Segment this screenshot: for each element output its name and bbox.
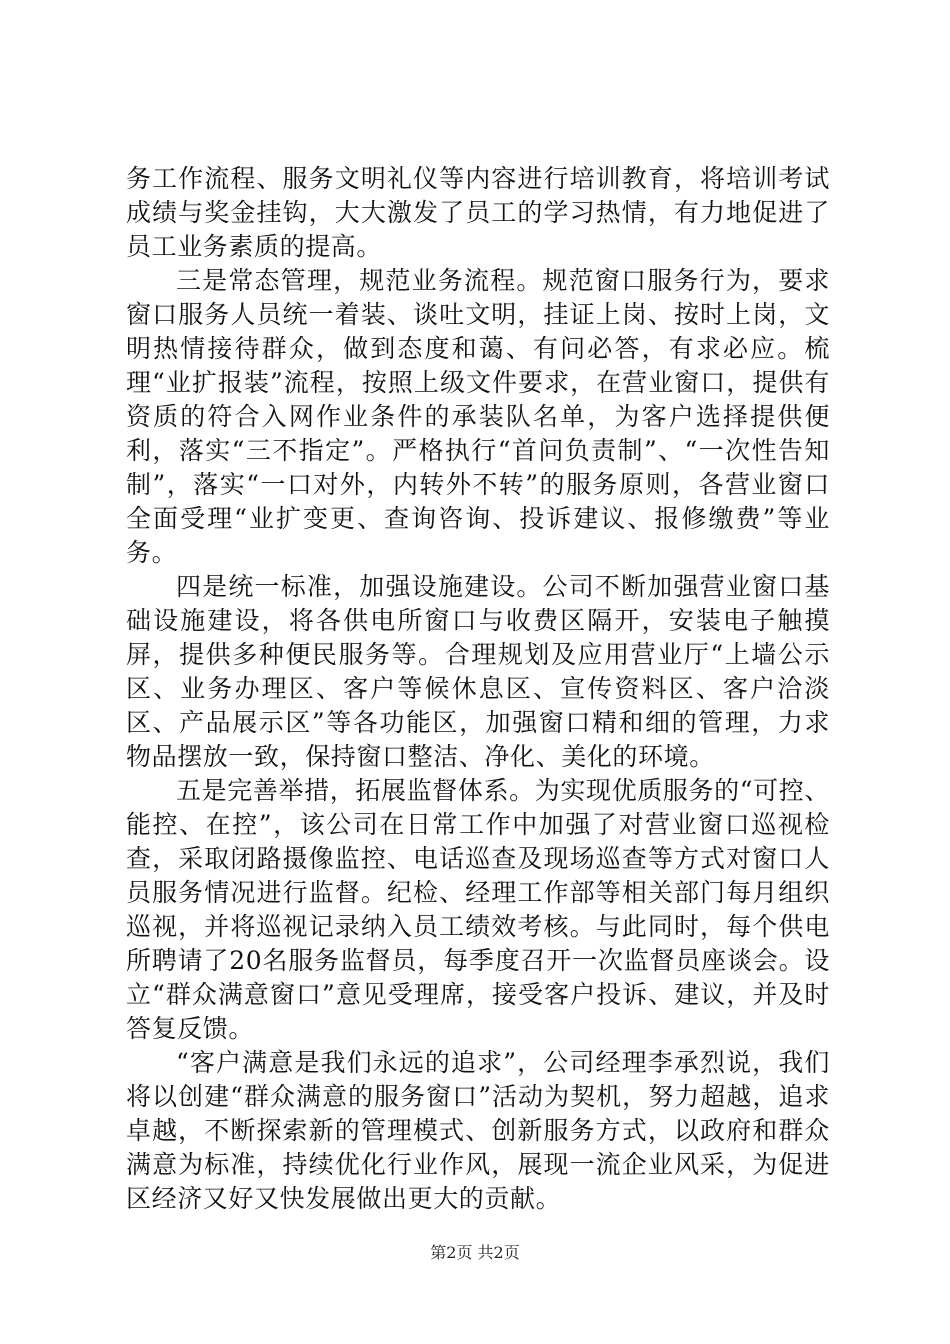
paragraph-4: 五是完善举措，拓展监督体系。为实现优质服务的“可控、能控、在控”，该公司在日常工作中加强了对营业窗口巡视检查，采取闭路摄像监控、电话巡查及现场巡查等方式对窗口人员服务情况进行监督。纪检、经理工作部等相关部门每月组织巡视，并将巡视记录纳入员工绩效考核。与此同时，每个供电所聘请了20名服务监督员，每季度召开一次监督员座谈会。设立“群众满意窗口”意见受理席，接受客户投诉、建议，并及时答复反馈。 [126,776,830,1043]
paragraph-2: 三是常态管理，规范业务流程。规范窗口服务行为，要求窗口服务人员统一着装、谈吐文明，挂证上岗、按时上岗，文明热情接待群众，做到态度和蔼、有问必答，有求必应。梳理“业扩报装”流程，按照上级文件要求，在营业窗口，提供有资质的符合入网作业条件的承装队名单，为客户选择提供便利，落实“三不指定”。严格执行“首问负责制”、“一次性告知制”，落实“一口对外，内转外不转”的服务原则，各营业窗口全面受理“业扩变更、查询咨询、投诉建议、报修缴费”等业务。 [126,266,830,567]
page-footer: 第2页 共2页 [430,1243,520,1262]
paragraph-3: 四是统一标准，加强设施建设。公司不断加强营业窗口基础设施建设，将各供电所窗口与收费区隔开，安装电子触摸屏，提供多种便民服务等。合理规划及应用营业厅“上墙公示区、业务办理区、客户等候休息区、宣传资料区、客户洽淡区、产品展示区”等各功能区，加强窗口精和细的管理，力求物品摆放一致，保持窗口整洁、净化、美化的环境。 [126,572,830,771]
paragraph-5: “客户满意是我们永远的追求”，公司经理李承烈说，我们将以创建“群众满意的服务窗口”活动为契机，努力超越，追求卓越，不断探索新的管理模式、创新服务方式，以政府和群众满意为标准，持续优化行业作风，展现一流企业风采，为促进区经济又好又快发展做出更大的贡献。 [126,1048,830,1213]
paragraph-1: 务工作流程、服务文明礼仪等内容进行培训教育，将培训考试成绩与奖金挂钩，大大激发了员工的学习热情，有力地促进了员工业务素质的提高。 [126,164,830,261]
document-body [126,162,830,1216]
